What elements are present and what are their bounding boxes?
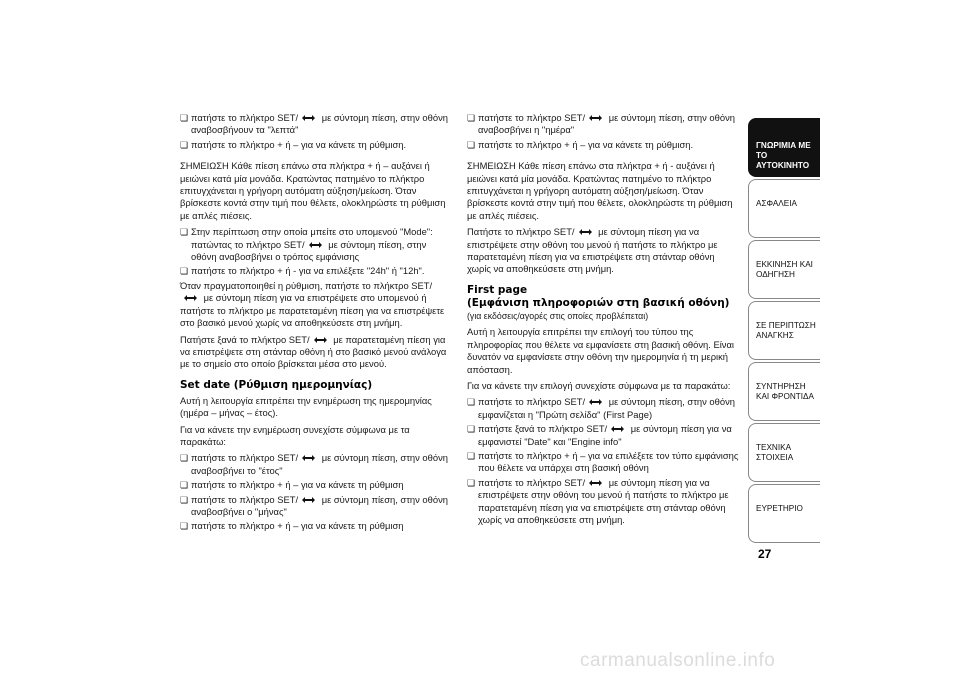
set-key-icon [312, 336, 329, 344]
right-column [467, 112, 739, 528]
body-paragraph: Όταν πραγματοποιηθεί η ρύθμιση, πατήστε το πλήκτρο SET/ με σύντομη πίεση για να επιστρέψετε στο υπομενού ή πατήστε το πλήκτρο με παρατεταμένη πίεση για να επιστρέψετε στο βασικό μενού χωρίς να αποθηκεύσετε στη μνήμη. [180, 279, 445, 329]
set-key-icon [300, 114, 317, 122]
left-column [180, 112, 452, 535]
set-key-icon [300, 454, 317, 462]
tab-index[interactable]: ΕΥΡΕΤΗΡΙΟ [748, 484, 820, 543]
set-key-icon [587, 114, 604, 122]
set-key-icon [587, 479, 604, 487]
tab-starting-driving[interactable]: ΕΚΚΙΝΗΣΗ ΚΑΙ ΟΔΗΓΗΣΗ [748, 240, 820, 299]
tab-safety[interactable]: ΑΣΦΑΛΕΙΑ [748, 179, 820, 238]
note-paragraph: ΣΗΜΕΙΩΣΗ Κάθε πίεση επάνω στα πλήκτρα + ή – αυξάνει ή μειώνει κατά μία μονάδα. Κρατώντας πατημένο το πλήκτρο επιτυγχάνεται η γρήγορη αυτόματη αύξηση/μείωση. Όταν βρίσκεστε κοντά στην τιμή που θέλετε, ολοκληρώστε τη ρύθμιση με απλές πιέσεις. [180, 160, 446, 221]
section-heading: First page (Εμφάνιση πληροφοριών στη βασική οθόνη) [467, 283, 730, 309]
page-number: 27 [758, 547, 772, 561]
tab-emergency[interactable]: ΣΕ ΠΕΡΙΠΤΩΣΗ ΑΝΑΓΚΗΣ [748, 301, 820, 360]
tab-getting-to-know[interactable]: ΓΝΩΡΙΜΙΑ ΜΕ ΤΟ ΑΥΤΟΚΙΝΗΤΟ [748, 118, 820, 177]
instruction-step: ❏ πατήστε το πλήκτρο + ή – για να κάνετε τη ρύθμιση [180, 520, 452, 532]
instruction-step: ❏ πατήστε το πλήκτρο + ή – για να κάνετε τη ρύθμιση. [180, 139, 452, 151]
set-key-icon [300, 496, 317, 504]
instruction-step: ❏ πατήστε το πλήκτρο SET/ με σύντομη πίεση, στην οθόνη εμφανίζεται η "Πρώτη σελίδα" (First Page) [467, 396, 739, 421]
instruction-step: ❏ πατήστε το πλήκτρο SET/ με σύντομη πίεση για να επιστρέψετε στην οθόνη του μενού ή πατήστε το πλήκτρο με παρατεταμένη πίεση για να επιστρέψετε στη στάνταρ οθόνη χωρίς να αποθηκεύσετε στη μνήμη. [467, 477, 739, 527]
watermark: carmanualsonline.info [580, 650, 776, 671]
section-subtitle: (για εκδόσεις/αγορές στις οποίες προβλέπεται) [467, 310, 649, 321]
body-paragraph: Πατήστε ξανά το πλήκτρο SET/ με παρατεταμένη πίεση για να επιστρέψετε στη στάνταρ οθόνη ή στο βασικό μενού ανάλογα με το σημείο στο οποίο βρίσκεται μέσα στο μενού. [180, 333, 447, 370]
body-paragraph: Αυτή η λειτουργία επιτρέπει την ενημέρωση της ημερομηνίας (ημέρα – μήνας – έτος). [180, 394, 432, 419]
body-paragraph: Για να κάνετε την επιλογή συνεχίστε σύμφωνα με τα παρακάτω: [467, 379, 731, 391]
instruction-step: ❏ πατήστε το πλήκτρο SET/ με σύντομη πίεση, στην οθόνη αναβοσβήνει ο "μήνας" [180, 494, 452, 519]
set-key-icon [182, 294, 199, 302]
instruction-step: ❏ Στην περίπτωση στην οποία μπείτε στο υπομενού "Mode": πατώντας το πλήκτρο SET/ με σύντομη πίεση, στην οθόνη αναβοσβήνει ο τρόπος εμφάνισης [180, 226, 452, 263]
body-paragraph: Για να κάνετε την ενημέρωση συνεχίστε σύμφωνα με τα παρακάτω: [180, 423, 410, 447]
set-key-icon [307, 241, 324, 249]
set-key-icon [577, 228, 594, 236]
instruction-step: ❏ πατήστε το πλήκτρο + ή – για να επιλέξετε τον τύπο εμφάνισης που θέλετε να υπάρχει στη βασική οθόνη [467, 450, 739, 475]
instruction-step: ❏ πατήστε το πλήκτρο SET/ με σύντομη πίεση, στην οθόνη αναβοσβήνουν τα "λεπτά" [180, 112, 452, 137]
body-paragraph: Πατήστε το πλήκτρο SET/ με σύντομη πίεση για να επιστρέψετε στην οθόνη του μενού ή πατήστε το πλήκτρο με παρατεταμένη πίεση για να επιστρέψετε στη στάνταρ οθόνη χωρίς να αποθηκεύσετε στη μνήμη. [467, 226, 718, 275]
instruction-step: ❏ πατήστε το πλήκτρο SET/ με σύντομη πίεση, στην οθόνη αναβοσβήνει το "έτος" [180, 452, 452, 477]
chapter-tabs [748, 118, 820, 545]
instruction-step: ❏ πατήστε το πλήκτρο + ή – για να κάνετε τη ρύθμιση [180, 479, 452, 491]
body-paragraph: Αυτή η λειτουργία επιτρέπει την επιλογή του τύπου της πληροφορίας που θέλετε να εμφανίσετε στη βασική οθόνη. Είναι δυνατόν να εμφανίσετε στην οθόνη την ημερομηνία ή τη μερική απόσταση. [467, 326, 734, 375]
section-heading: Set date (Ρύθμιση ημερομηνίας) [180, 378, 373, 391]
note-paragraph: ΣΗΜΕΙΩΣΗ Κάθε πίεση επάνω στα πλήκτρα + ή - αυξάνει ή μειώνει κατά μία μονάδα. Κρατώντας πατημένο το πλήκτρο επιτυγχάνεται η γρήγορη αυτόματη αύξηση/μείωση. Όταν βρίσκεστε κοντά στην τιμή που θέλετε, ολοκληρώστε τη ρύθμιση με απλές πιέσεις. [467, 160, 733, 221]
tab-technical-data[interactable]: ΤΕΧΝΙΚΑ ΣΤΟΙΧΕΙΑ [748, 423, 820, 482]
instruction-step: ❏ πατήστε το πλήκτρο + ή – για να κάνετε τη ρύθμιση. [467, 139, 739, 151]
set-key-icon [609, 425, 626, 433]
instruction-step: ❏ πατήστε ξανά το πλήκτρο SET/ με σύντομη πίεση για να εμφανιστεί "Date" και "Engine info" [467, 423, 739, 448]
tab-maintenance[interactable]: ΣΥΝΤΗΡΗΣΗ ΚΑΙ ΦΡΟΝΤΙΔΑ [748, 362, 820, 421]
set-key-icon [587, 398, 604, 406]
instruction-step: ❏ πατήστε το πλήκτρο SET/ με σύντομη πίεση, στην οθόνη αναβοσβήνει η "ημέρα" [467, 112, 739, 137]
instruction-step: ❏ πατήστε το πλήκτρο + ή - για να επιλέξετε "24h" ή "12h". [180, 265, 452, 277]
